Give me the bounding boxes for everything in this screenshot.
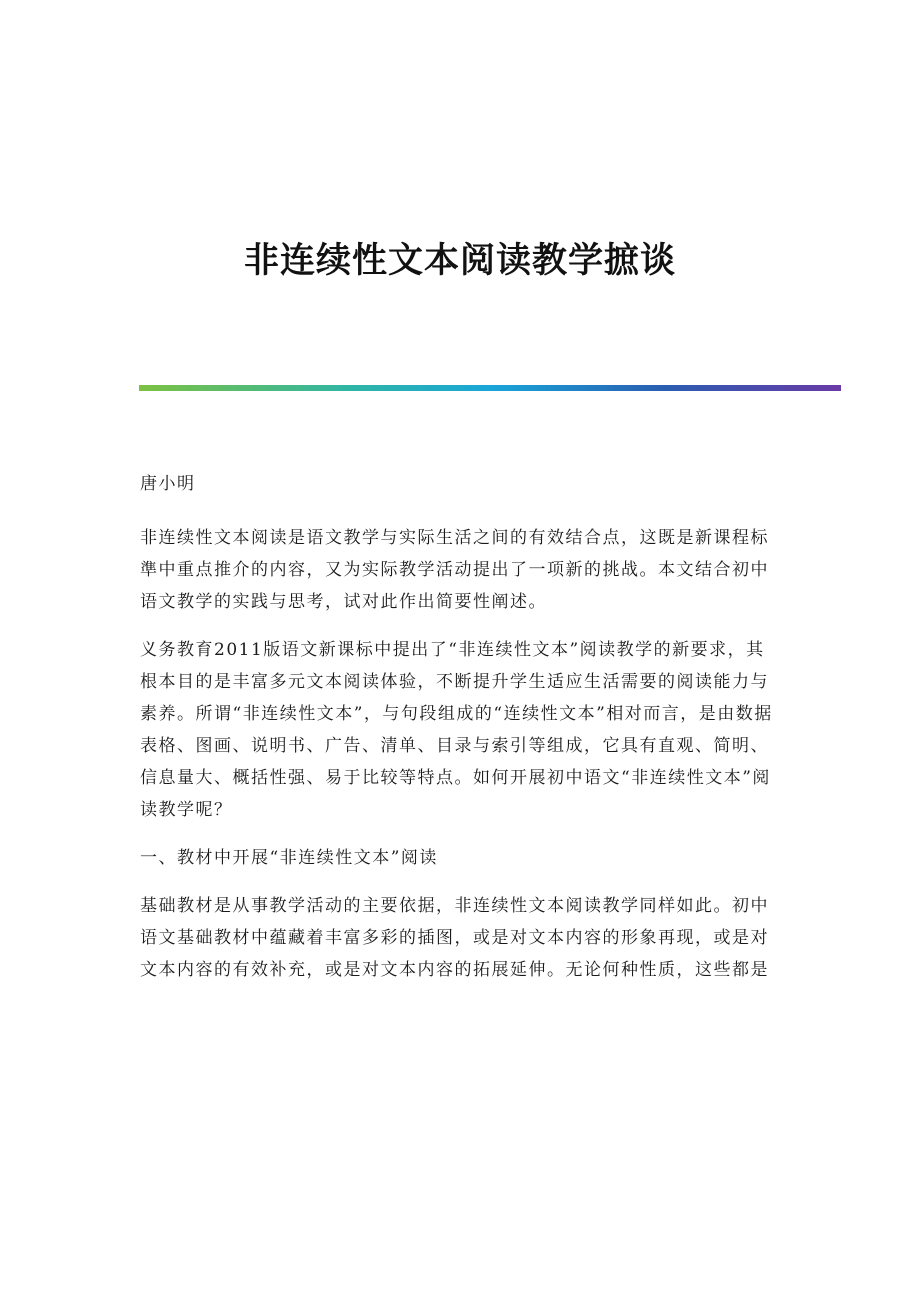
document-body	[140, 468, 780, 1002]
paragraph-section-1: 基础教材是从事教学活动的主要依据，非连续性文本阅读教学同样如此。初中语文基础教材中蕴藏着丰富多彩的插图，或是对文本内容的形象再现，或是对文本内容的有效补充，或是对文本内容的拓展延伸。无论何种性质，这些都是	[140, 896, 769, 980]
paragraph-abstract: 非连续性文本阅读是语文教学与实际生活之间的有效结合点，这既是新课程标準中重点推介的内容，又为实际教学活动提出了一项新的挑战。本文结合初中语文教学的实践与思考，试对此作出简要性阐述。	[140, 528, 769, 612]
document-title: 非连续性文本阅读教学摭谈	[243, 240, 676, 282]
author-name: 唐小明	[140, 474, 196, 494]
paragraph-intro: 义务教育2011版语文新课标中提出了“非连续性文本”阅读教学的新要求，其根本目的是丰富多元文本阅读体验，不断提升学生适应生活需要的阅读能力与素养。所谓“非连续性文本”，与句段组成的“连续性文本”相对而言，是由数据表格、图画、说明书、广告、清单、目录与索引等组成，它具有直观、简明、信息量大、概括性强、易于比较等特点。如何开展初中语文“非连续性文本”阅读教学呢？	[140, 640, 773, 820]
title-divider	[139, 385, 841, 391]
section-heading-1: 一、教材中开展“非连续性文本”阅读	[140, 848, 438, 868]
